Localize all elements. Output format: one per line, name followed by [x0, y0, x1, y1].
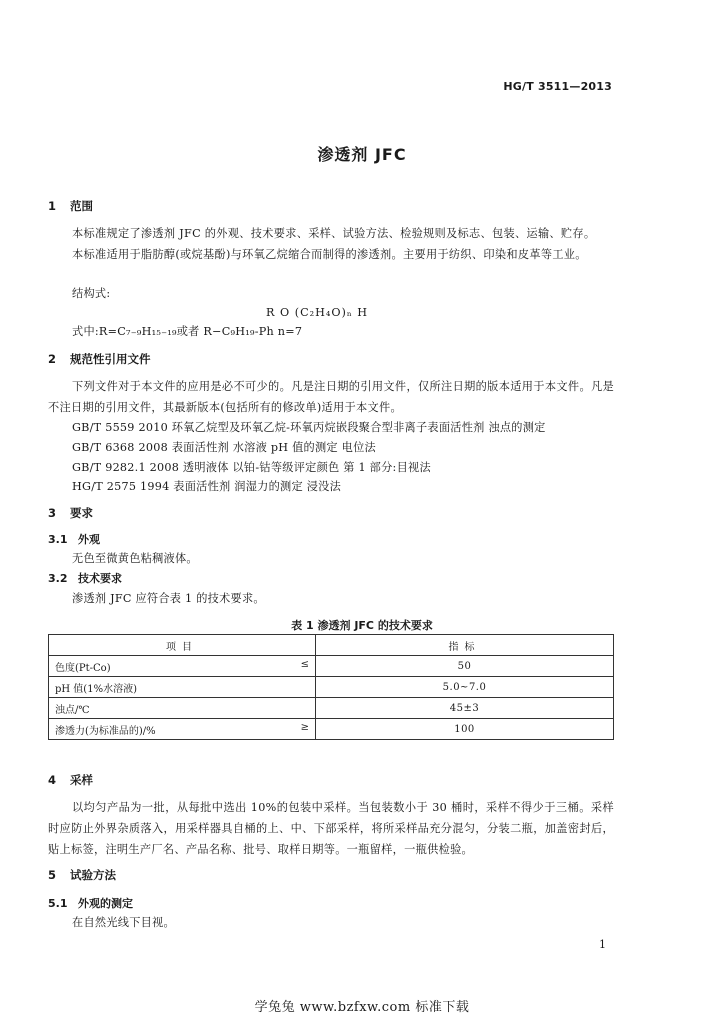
section-title: 试验方法: [70, 868, 116, 882]
item-label: 色度(Pt-Co): [55, 662, 111, 674]
section-3-heading: [48, 505, 93, 521]
reference-item: HG/T 2575 1994 表面活性剂 润湿力的测定 浸没法: [72, 480, 342, 493]
table-cell-value: 100: [316, 719, 614, 740]
reference-item: GB/T 5559 2010 环氧乙烷型及环氧乙烷-环氧丙烷嵌段聚合型非离子表面活性剂 浊点的测定: [72, 421, 546, 434]
table-row: [49, 719, 614, 740]
section-title: 范围: [70, 199, 93, 213]
section-title: 规范性引用文件: [70, 352, 151, 366]
table-cell-item: [49, 677, 316, 698]
table-row: [49, 698, 614, 719]
section-title: 要求: [70, 506, 93, 520]
appearance-text: 无色至微黄色粘稠液体。: [72, 552, 198, 565]
page-title: 渗透剂 JFC: [317, 145, 407, 164]
table-cell-item: [49, 719, 316, 740]
table-caption: 表 1 渗透剂 JFC 的技术要求: [291, 619, 433, 632]
table-cell-item: [49, 656, 316, 677]
section-number: 1: [48, 199, 57, 213]
structural-formula: R O (C₂H₄O)ₙ H: [266, 306, 369, 319]
table-cell-value: 5.0~7.0: [316, 677, 614, 698]
comparison-operator: ≤: [300, 659, 309, 670]
subsection-number: 3.1: [48, 533, 68, 546]
appearance-test-text: 在自然光线下目视。: [72, 916, 175, 929]
section-number: 3: [48, 506, 57, 520]
subsection-3-1-heading: [48, 531, 100, 547]
subsection-title: 外观: [78, 533, 100, 546]
reference-item: GB/T 9282.1 2008 透明液体 以铂-钴等级评定颜色 第 1 部分:目视法: [72, 461, 431, 474]
col-header-item: 项目: [49, 635, 316, 656]
table-row: [49, 677, 614, 698]
item-label: 渗透力(为标准品的)/%: [55, 725, 156, 737]
reference-item: GB/T 6368 2008 表面活性剂 水溶液 pH 值的测定 电位法: [72, 441, 376, 454]
table-row: [49, 656, 614, 677]
sampling-text: 以均匀产品为一批，从每批中选出 10%的包装中采样。当包装数小于 30 桶时，采样不得少于三桶。采样时应防止外界杂质落入，用采样器具自桶的上、中、下部采样，将所采样品充分混匀，分装二瓶，加盖密封后，贴上标签，注明生产厂名、产品名称、批号、取样日期等。一瓶留样，一瓶供检验。: [48, 801, 614, 856]
subsection-5-1-heading: [48, 895, 133, 911]
table-cell-value: 45±3: [316, 698, 614, 719]
table-header-row: [49, 635, 614, 656]
formula-note: 式中:R=C₇₋₉H₁₅₋₁₉或者 R−C₉H₁₉-Ph n=7: [72, 325, 303, 338]
section-number: 4: [48, 773, 57, 787]
standard-number: HG/T 3511—2013: [503, 80, 612, 93]
section-1-para-1: 本标准规定了渗透剂 JFC 的外观、技术要求、采样、试验方法、检验规则及标志、包装、运输、贮存。: [72, 227, 596, 240]
section-number: 2: [48, 352, 57, 366]
section-2-intro: 下列文件对于本文件的应用是必不可少的。凡是注日期的引用文件，仅所注日期的版本适用于本文件。凡是不注日期的引用文件，其最新版本(包括所有的修改单)适用于本文件。: [48, 380, 614, 414]
tech-req-text: 渗透剂 JFC 应符合表 1 的技术要求。: [72, 592, 265, 605]
section-5-heading: [48, 867, 116, 883]
table-cell-value: 50: [316, 656, 614, 677]
item-label: 浊点/℃: [55, 704, 90, 716]
subsection-title: 外观的测定: [78, 897, 133, 910]
section-4-heading: [48, 772, 93, 788]
subsection-3-2-heading: [48, 570, 122, 586]
comparison-operator: ≥: [300, 722, 309, 733]
col-header-value: 指标: [316, 635, 614, 656]
table-cell-item: [49, 698, 316, 719]
section-2-heading: [48, 351, 151, 367]
page-number: 1: [599, 938, 606, 951]
subsection-number: 3.2: [48, 572, 68, 585]
section-1-para-2: 本标准适用于脂肪醇(或烷基酚)与环氧乙烷缩合而制得的渗透剂。主要用于纺织、印染和皮革等工业。: [72, 248, 587, 261]
section-title: 采样: [70, 773, 93, 787]
item-label: pH 值(1%水溶液): [55, 683, 137, 695]
section-1-heading: [48, 198, 93, 214]
section-number: 5: [48, 868, 57, 882]
subsection-title: 技术要求: [78, 572, 122, 585]
structure-label: 结构式:: [72, 287, 111, 300]
subsection-number: 5.1: [48, 897, 68, 910]
footer-watermark: 学兔兔 www.bzfxw.com 标准下载: [254, 1000, 470, 1015]
spec-table: [48, 634, 614, 740]
